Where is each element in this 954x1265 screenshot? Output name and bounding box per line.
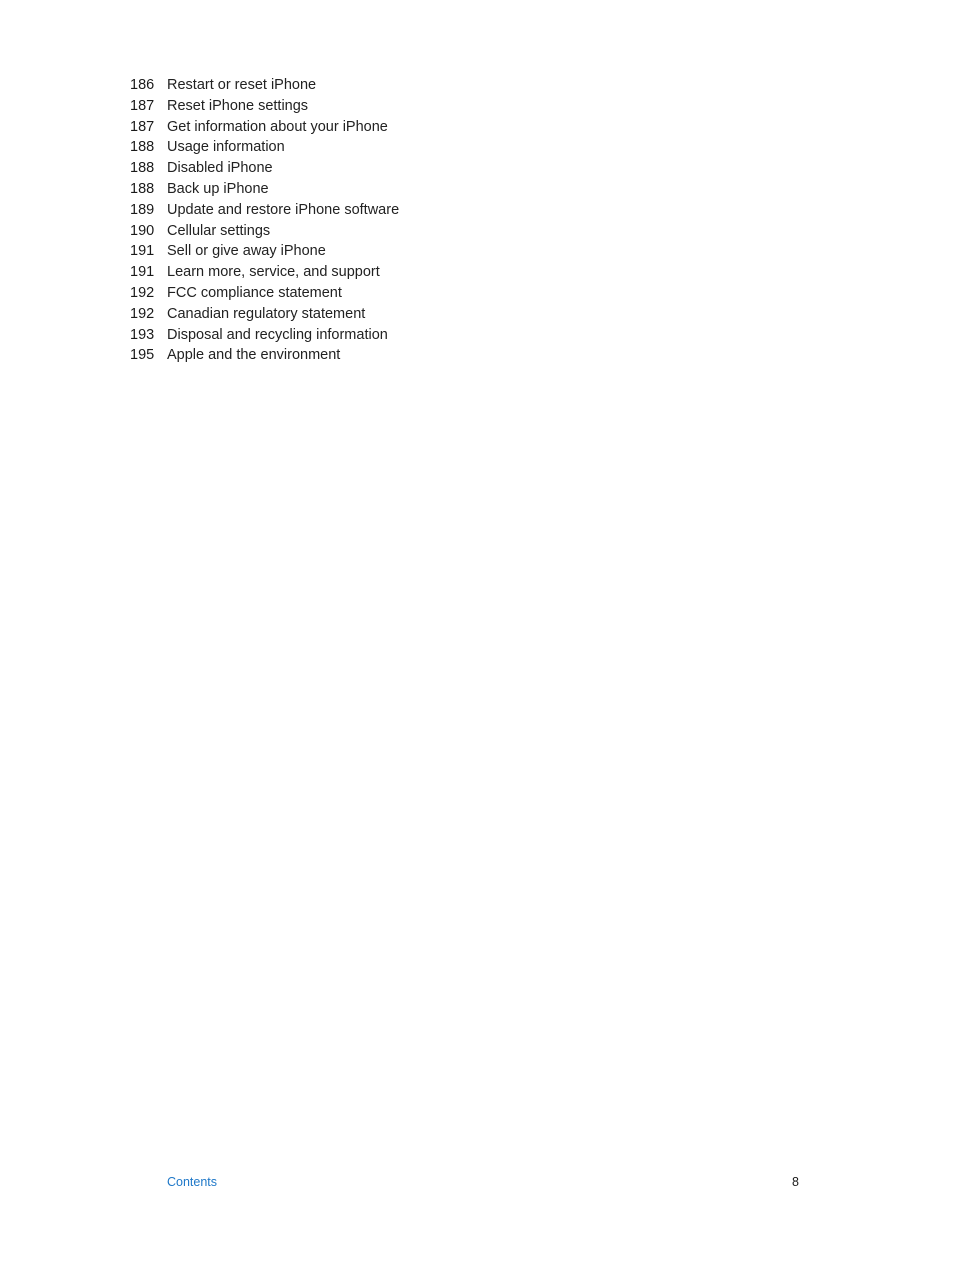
toc-page-number: 187 [130,97,155,114]
toc-page-number: 188 [130,139,155,156]
toc-entry-title: Learn more, service, and support [167,264,380,281]
toc-page-number: 186 [130,77,155,93]
toc-page-number: 195 [130,347,155,364]
toc-entry-disposal-recycling[interactable] [130,325,399,346]
toc-entry-fcc-compliance[interactable] [130,283,399,304]
toc-entry-title: Apple and the environment [167,347,341,364]
toc-entry-usage-information[interactable] [130,137,399,158]
toc-page-number: 187 [130,118,155,135]
table-of-contents [130,75,399,366]
toc-entry-title: Get information about your iPhone [167,118,388,135]
page-footer [167,1172,799,1192]
toc-entry-title: Restart or reset iPhone [167,77,317,93]
toc-page-number: 190 [130,222,155,239]
toc-entry-title: Disabled iPhone [167,160,273,177]
toc-entry-title: Usage information [167,139,285,156]
toc-page-number: 192 [130,305,155,322]
toc-entry-title: Cellular settings [167,222,271,239]
toc-entry-title: Disposal and recycling information [167,326,388,343]
toc-page-number: 189 [130,201,155,218]
toc-entry-restart-reset[interactable] [130,75,399,96]
toc-entry-title: Back up iPhone [167,180,269,197]
toc-entry-apple-environment[interactable] [130,345,399,366]
toc-page-number: 188 [130,160,155,177]
footer-contents-link[interactable]: Contents [167,1175,218,1189]
toc-page-number: 191 [130,264,155,281]
toc-entry-update-restore[interactable] [130,200,399,221]
toc-entry-title: FCC compliance statement [167,284,342,301]
toc-entry-get-information[interactable] [130,117,399,138]
toc-entry-cellular-settings[interactable] [130,221,399,242]
toc-entry-sell-give-away[interactable] [130,241,399,262]
toc-entry-back-up[interactable] [130,179,399,200]
toc-entry-title: Canadian regulatory statement [167,305,366,322]
toc-entry-learn-more[interactable] [130,262,399,283]
toc-entry-disabled-iphone[interactable] [130,158,399,179]
toc-entry-title: Reset iPhone settings [167,97,309,114]
toc-entry-reset-settings[interactable] [130,96,399,117]
toc-page-number: 188 [130,180,155,197]
toc-entry-canadian-regulatory[interactable] [130,304,399,325]
toc-entry-title: Sell or give away iPhone [167,243,326,260]
footer-page-number: 8 [792,1175,799,1189]
toc-page-number: 192 [130,284,155,301]
toc-page-number: 191 [130,243,155,260]
toc-entry-title: Update and restore iPhone software [167,201,400,218]
toc-page-number: 193 [130,326,155,343]
